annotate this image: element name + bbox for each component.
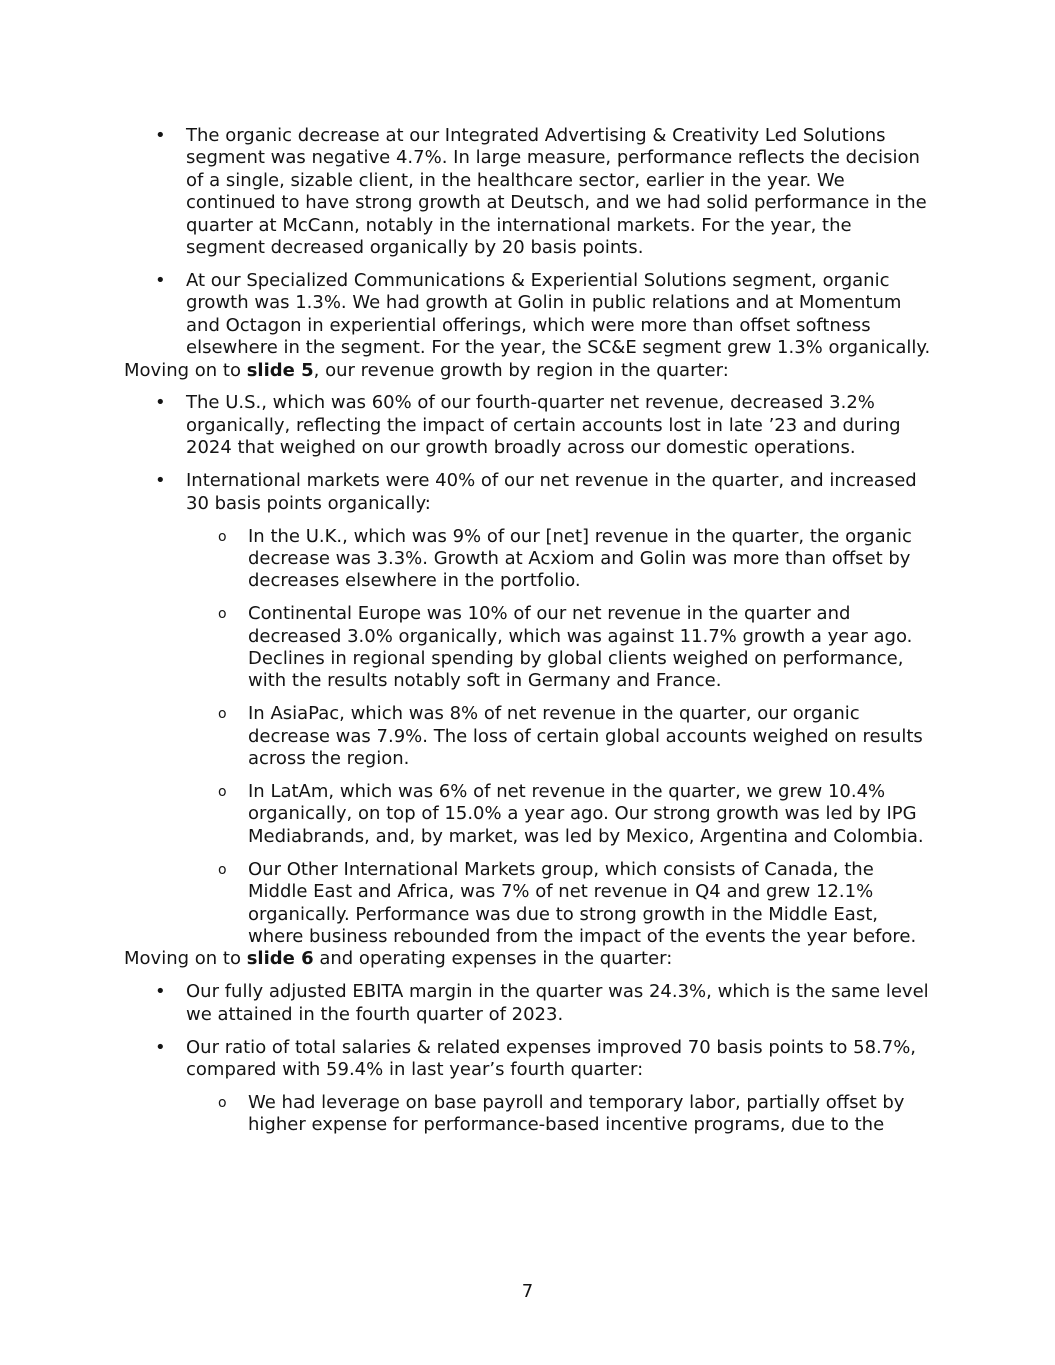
sub-bullet-text: In LatAm, which was 6% of net revenue in the quarter, we grew 10.4% organically, on top of 15.0% a year ago. Our strong growth was led by IPG Mediabrands, and, by market, was led by Mexico, Argentina and Colombia. — [248, 781, 924, 847]
sub-bullet-circle-icon: o — [218, 784, 227, 801]
sub-bullet-text: In AsiaPac, which was 8% of net revenue in the quarter, our organic decrease was 7.9%. The loss of certain global accounts weighed on results across the region. — [248, 703, 923, 770]
bullet-dot-icon: • — [155, 1036, 166, 1058]
page-number: 7 — [521, 1281, 534, 1302]
region-bullet-list — [124, 392, 934, 948]
slide5-intro: Moving on to slide 5, our revenue growth by region in the quarter: — [124, 359, 729, 381]
sub-bullet-circle-icon: o — [218, 1094, 227, 1111]
page-content — [124, 125, 934, 1137]
bullet-text: Our fully adjusted EBITA margin in the quarter was 24.3%, which is the same level we attained in the fourth quarter of 2023. — [186, 981, 929, 1025]
bullet-dot-icon: • — [155, 470, 166, 492]
bullet-dot-icon: • — [155, 981, 166, 1003]
sub-bullet-text: Continental Europe was 10% of our net revenue in the quarter and decreased 3.0% organically, which was against 11.7% growth a year ago. Declines in regional spending by global clients weighed on performance, with the results notably soft in Germany and France. — [248, 603, 913, 692]
sub-bullet-text: Our Other International Markets group, which consists of Canada, the Middle East and Africa, was 7% of net revenue in Q4 and grew 12.1% organically. Performance was due to strong growth in the Middle East, where business rebounded from the impact of the events the year before. — [248, 858, 917, 947]
slide6-reference: slide 6 — [246, 948, 314, 970]
slide5-reference: slide 5 — [246, 359, 314, 381]
bullet-text: International markets were 40% of our net revenue in the quarter, and increased 30 basis points organically: — [186, 470, 917, 514]
sub-bullet-text: In the U.K., which was 9% of our [net] revenue in the quarter, the organic decrease was 3.3%. Growth at Acxiom and Golin was more than offset by decreases elsewhere in the portfolio. — [248, 525, 912, 592]
sub-bullet-circle-icon: o — [218, 861, 227, 878]
sub-bullet-text: We had leverage on base payroll and temporary labor, partially offset by higher expense for performance-based incentive programs, due to the — [248, 1091, 905, 1136]
bullet-dot-icon: • — [155, 392, 166, 414]
bullet-sce-segment — [124, 270, 934, 360]
bullet-international — [124, 470, 934, 515]
bullet-text: The U.S., which was 60% of our fourth-quarter net revenue, decreased 3.2% organically, reflecting the impact of certain accounts lost in late ’23 and during 2024 that weighed on our growth broadly across our domestic operations. — [186, 392, 901, 459]
bullet-text: Our ratio of total salaries & related expenses improved 70 basis points to 58.7%, compared with 59.4% in last year’s fourth quarter: — [186, 1036, 917, 1081]
bullet-ebita-margin — [124, 981, 934, 1026]
sub-bullet-continental-europe — [124, 603, 934, 693]
sub-bullet-circle-icon: o — [218, 606, 227, 623]
sub-bullet-other-international — [124, 859, 934, 949]
expense-bullet-list — [124, 981, 934, 1136]
slide6-intro: Moving on to slide 6 and operating expenses in the quarter: — [124, 948, 673, 970]
bullet-iac-segment — [124, 125, 934, 259]
bullet-text: The organic decrease at our Integrated Advertising & Creativity Led Solutions segment was negative 4.7%. In large measure, performance reflects the decision of a single, sizable client, in the healthcare sector, earlier in the year. We continued to have strong growth at Deutsch, and we had solid performance in the quarter at McCann, notably in the international markets. For the year, the segment decreased organically by 20 basis points. — [186, 125, 927, 259]
bullet-dot-icon: • — [155, 269, 166, 291]
sub-bullet-latam — [124, 781, 934, 848]
sub-bullet-uk — [124, 526, 934, 593]
bullet-dot-icon: • — [155, 125, 166, 146]
sub-bullet-asiapac — [124, 703, 934, 770]
bullet-text: At our Specialized Communications & Experiential Solutions segment, organic growth was 1.3%. We had growth at Golin in public relations and at Momentum and Octagon in experiential offerings, which were more than offset softness elsewhere in the segment. For the year, the SC&E segment grew 1.3% organically. — [186, 269, 931, 359]
sub-bullet-payroll-leverage — [124, 1092, 934, 1137]
bullet-salaries-ratio — [124, 1037, 934, 1082]
sub-bullet-circle-icon: o — [218, 706, 227, 723]
sub-bullet-circle-icon: o — [218, 528, 227, 545]
segment-bullet-list — [124, 125, 934, 360]
bullet-us — [124, 392, 934, 459]
